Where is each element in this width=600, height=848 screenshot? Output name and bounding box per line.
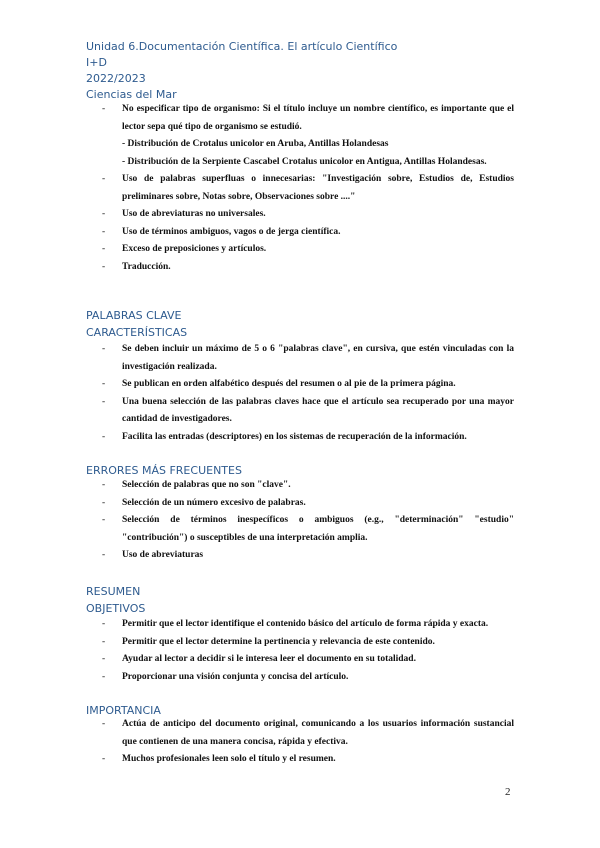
objetivos-list — [102, 616, 514, 686]
errores-list — [102, 477, 514, 565]
document-year: 2022/2023 — [86, 72, 146, 85]
list-item-text: Muchos profesionales leen solo el título y el resumen. — [122, 754, 336, 764]
bullet-marker: - — [102, 344, 106, 354]
list-item — [102, 224, 514, 242]
list-item — [102, 495, 514, 513]
list-item — [102, 241, 514, 259]
list-item — [102, 341, 514, 376]
list-item-text: Uso de términos ambiguos, vagos o de jerga científica. — [122, 226, 341, 237]
bullet-marker: - — [102, 654, 106, 664]
caracteristicas-list — [102, 341, 514, 446]
list-item — [102, 101, 514, 171]
list-item — [102, 394, 514, 429]
bullet-marker: - — [102, 719, 106, 729]
list-item — [102, 206, 514, 224]
list-item-text: Actúa de anticipo del documento original, comunicando a los usuarios información sustancial que contienen de una manera concisa, rápida y efectiva. — [122, 719, 514, 747]
list-item-text: Uso de palabras superfluas o innecesarias: "Investigación sobre, Estudios de, Estudios preliminares sobre, Notas sobre, Observaciones sobre ...." — [122, 174, 514, 202]
list-item — [102, 547, 514, 565]
bullet-marker: - — [102, 379, 106, 389]
section-title-palabras-clave: PALABRAS CLAVE — [86, 309, 182, 322]
list-item-text: Selección de palabras que no son "clave". — [122, 480, 291, 490]
subsection-title-errores: ERRORES MÁS FRECUENTES — [86, 464, 242, 477]
list-item — [102, 669, 514, 687]
bullet-marker: - — [102, 226, 106, 237]
document-degree: Ciencias del Mar — [86, 88, 177, 101]
bullet-marker: - — [102, 636, 106, 647]
document-subject: I+D — [86, 56, 107, 69]
example-line: - Distribución de Crotalus unicolor en Aruba, Antillas Holandesas — [122, 139, 389, 149]
list-item-text: Proporcionar una visión conjunta y concisa del artículo. — [122, 671, 349, 682]
list-item-text: Se publican en orden alfabético después del resumen o al pie de la primera página. — [122, 379, 456, 389]
list-item — [102, 716, 514, 751]
subsection-title-importancia: IMPORTANCIA — [86, 704, 161, 717]
bullet-marker: - — [102, 619, 106, 629]
importancia-list — [102, 716, 514, 769]
bullet-marker: - — [102, 104, 106, 114]
list-item-text: Uso de abreviaturas — [122, 550, 204, 560]
list-item — [102, 512, 514, 547]
list-item — [102, 634, 514, 652]
page-number: 2 — [505, 786, 511, 798]
list-item-text: Permitir que el lector determine la pertinencia y relevancia de este contenido. — [122, 636, 435, 647]
bullet-marker: - — [102, 550, 106, 560]
list-item-text: Uso de abreviaturas no universales. — [122, 209, 266, 219]
subsection-title-caracteristicas: CARACTERÍSTICAS — [86, 326, 188, 339]
list-item — [102, 171, 514, 206]
list-item-text: Permitir que el lector identifique el contenido básico del artículo de forma rápida y exacta. — [122, 619, 489, 629]
list-item — [102, 376, 514, 394]
list-item-text: Selección de términos inespecíficos o ambiguos (e.g., "determinación" "estudio" "contribución") o susceptibles de una interpretación amplia. — [122, 515, 514, 543]
list-item-text: No especificar tipo de organismo: Si el título incluye un nombre científico, es importante que el lector sepa qué tipo de organismo se estudió. — [122, 104, 514, 132]
list-item — [102, 751, 514, 769]
titulo-errores-list — [102, 101, 514, 276]
bullet-marker: - — [102, 515, 106, 525]
bullet-marker: - — [102, 209, 106, 219]
bullet-marker: - — [102, 244, 106, 254]
list-item — [102, 429, 514, 447]
bullet-marker: - — [102, 497, 106, 508]
bullet-marker: - — [102, 174, 106, 184]
bullet-marker: - — [102, 261, 106, 272]
list-item-text: Selección de un número excesivo de palabras. — [122, 497, 306, 508]
list-item — [102, 616, 514, 634]
section-title-resumen: RESUMEN — [86, 585, 141, 598]
list-item-text: Una buena selección de las palabras claves hace que el artículo sea recuperado por una mayor cantidad de investigadores. — [122, 396, 514, 424]
list-item — [102, 651, 514, 669]
list-item — [102, 259, 514, 277]
bullet-marker: - — [102, 431, 106, 442]
list-item-text: Ayudar al lector a decidir si le interesa leer el documento en su totalidad. — [122, 654, 416, 664]
document-unit-title: Unidad 6.Documentación Científica. El artículo Científico — [86, 40, 398, 53]
list-item-text: Se deben incluir un máximo de 5 o 6 "palabras clave", en cursiva, que estén vinculadas con la investigación realizada. — [122, 344, 514, 372]
list-item-text: Exceso de preposiciones y artículos. — [122, 244, 267, 254]
list-item-text: Traducción. — [122, 261, 171, 272]
bullet-marker: - — [102, 480, 106, 490]
bullet-marker: - — [102, 754, 106, 764]
bullet-marker: - — [102, 396, 106, 407]
bullet-marker: - — [102, 671, 106, 682]
subsection-title-objetivos: OBJETIVOS — [86, 602, 146, 615]
list-item — [102, 477, 514, 495]
example-line: - Distribución de la Serpiente Cascabel Crotalus unicolor en Antigua, Antillas Holandesas. — [122, 156, 487, 167]
list-item-text: Facilita las entradas (descriptores) en los sistemas de recuperación de la información. — [122, 431, 467, 442]
